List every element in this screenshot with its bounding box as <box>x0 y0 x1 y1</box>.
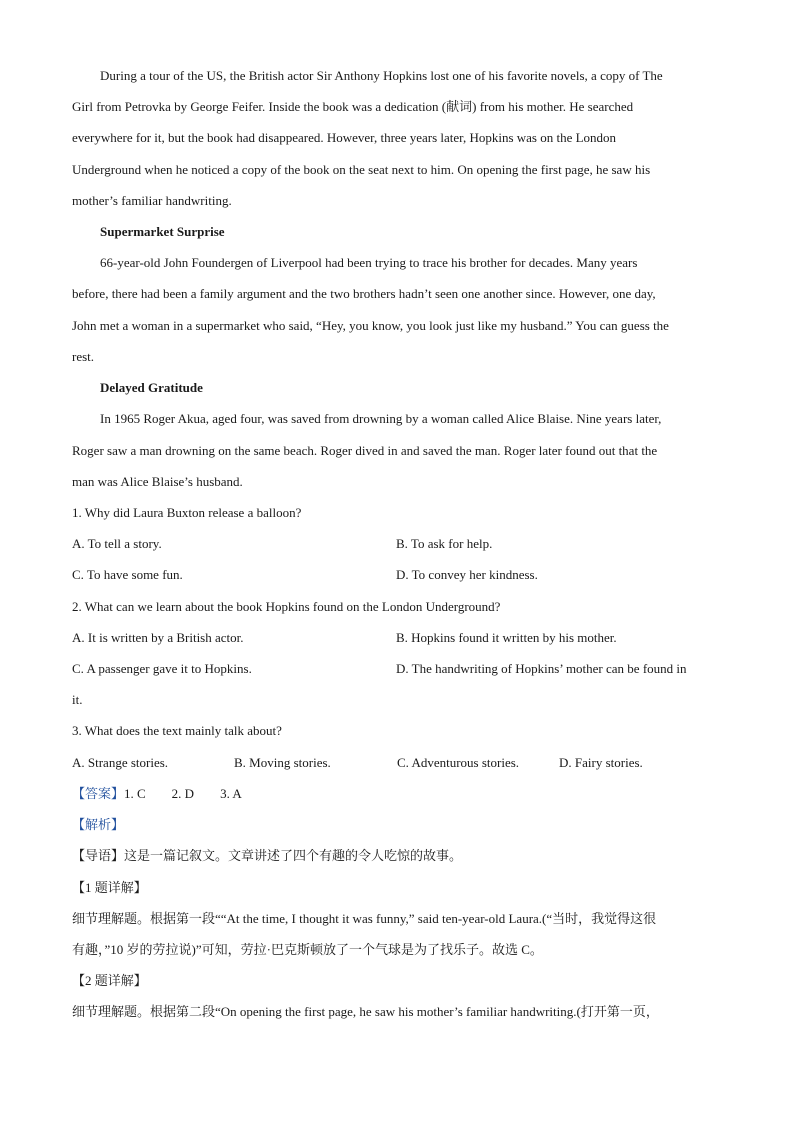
question-2-stem: 2. What can we learn about the book Hopkins found on the London Underground? <box>72 599 501 614</box>
para1-line-1: During a tour of the US, the British actor Sir Anthony Hopkins lost one of his favorite novels, a copy of The <box>100 68 663 83</box>
detail-1-line-2: 有趣，”10 岁的劳拉说)”可知，劳拉·巴克斯顿放了一个气球是为了找乐子。故选 C。 <box>72 942 543 957</box>
question-1-option-d: D. To convey her kindness. <box>396 567 538 582</box>
answer-line <box>72 786 242 802</box>
question-3-option-b: B. Moving stories. <box>234 755 331 770</box>
para2-line-2: before, there had been a family argument and the two brothers hadn’t seen one another since. However, one day, <box>72 286 656 301</box>
para3-line-1: In 1965 Roger Akua, aged four, was saved from drowning by a woman called Alice Blaise. Nine years later, <box>100 411 662 426</box>
question-3-stem: 3. What does the text mainly talk about? <box>72 723 282 738</box>
para3-line-2: Roger saw a man drowning on the same beach. Roger dived in and saved the man. Roger later found out that the <box>72 443 658 458</box>
para3-line-3: man was Alice Blaise’s husband. <box>72 474 243 489</box>
detail-1-label: 【1 题详解】 <box>72 880 147 895</box>
question-1-stem: 1. Why did Laura Buxton release a balloon? <box>72 505 302 520</box>
question-2-option-c: C. A passenger gave it to Hopkins. <box>72 661 252 676</box>
question-2-option-a: A. It is written by a British actor. <box>72 630 244 645</box>
para1-line-4: Underground when he noticed a copy of the book on the seat next to him. On opening the first page, he saw his <box>72 162 651 177</box>
heading-delayed-gratitude: Delayed Gratitude <box>100 380 203 395</box>
heading-supermarket-surprise: Supermarket Surprise <box>100 224 225 239</box>
para1-line-5: mother’s familiar handwriting. <box>72 193 232 208</box>
question-2-option-b: B. Hopkins found it written by his mother. <box>396 630 617 645</box>
intro-label: 【导语】 <box>72 848 125 863</box>
answer-text: 1. C 2. D 3. A <box>124 786 242 801</box>
question-3-option-d: D. Fairy stories. <box>559 755 643 770</box>
para2-line-4: rest. <box>72 349 95 364</box>
para1-line-2: Girl from Petrovka by George Feifer. Inside the book was a dedication (献词) from his mother. He searched <box>72 99 634 114</box>
analysis-label: 【解析】 <box>72 817 125 832</box>
question-2-option-d-continued: it. <box>72 692 83 707</box>
question-3-option-c: C. Adventurous stories. <box>397 755 520 770</box>
detail-2-label: 【2 题详解】 <box>72 973 147 988</box>
question-1-option-b: B. To ask for help. <box>396 536 493 551</box>
para2-line-1: 66-year-old John Foundergen of Liverpool had been trying to trace his brother for decades. Many years <box>100 255 638 270</box>
para1-line-3: everywhere for it, but the book had disappeared. However, three years later, Hopkins was on the London <box>72 130 617 145</box>
intro-text: 这是一篇记叙文。文章讲述了四个有趣的令人吃惊的故事。 <box>124 848 463 863</box>
para2-line-3: John met a woman in a supermarket who said, “Hey, you know, you look just like my husband.” You can guess the <box>72 318 669 333</box>
question-3-option-a: A. Strange stories. <box>72 755 169 770</box>
question-1-option-a: A. To tell a story. <box>72 536 162 551</box>
detail-2-line-1: 细节理解题。根据第二段“On opening the first page, he saw his mother’s familiar handwriting.(打开第一页， <box>72 1004 659 1019</box>
detail-1-line-1: 细节理解题。根据第一段““At the time, I thought it was funny,” said ten-year-old Laura.(“当时，我觉得这很 <box>72 911 657 926</box>
answer-label: 【答案】 <box>72 786 125 801</box>
intro-line <box>72 848 462 864</box>
question-2-option-d: D. The handwriting of Hopkins’ mother can be found in <box>396 661 687 676</box>
question-1-option-c: C. To have some fun. <box>72 567 183 582</box>
